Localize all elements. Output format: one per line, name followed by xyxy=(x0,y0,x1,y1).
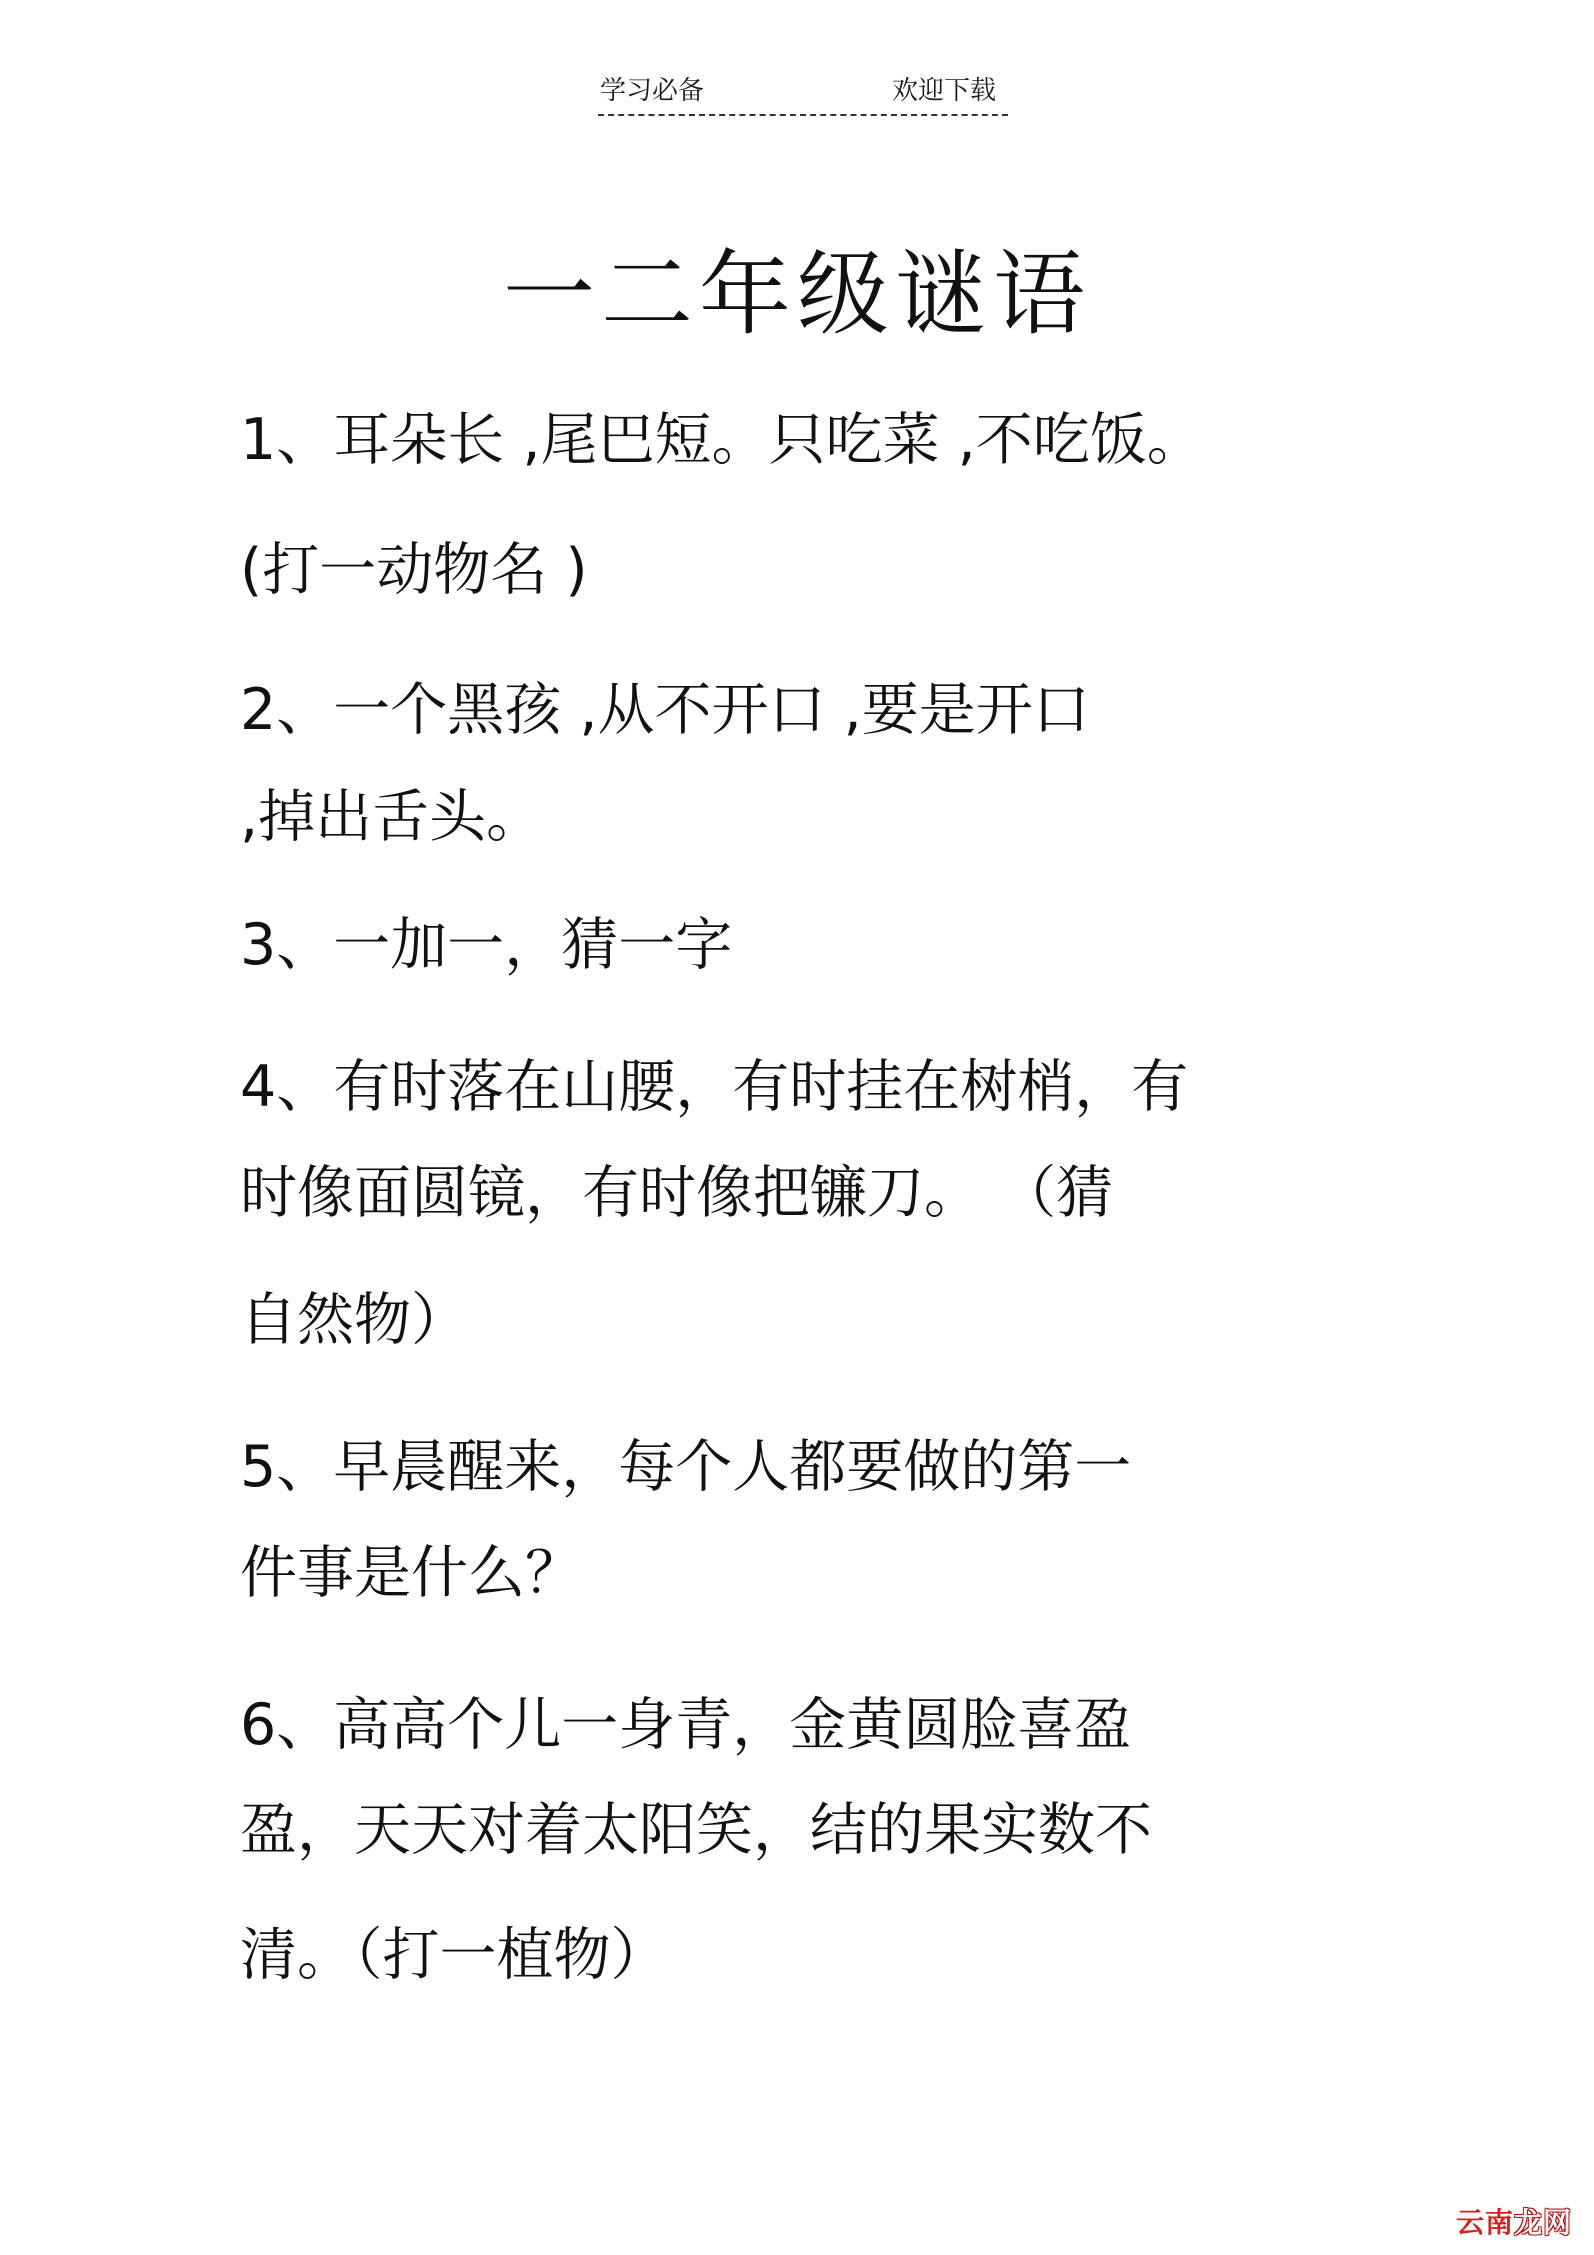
riddle-4-line-2: 时像面圆镜，有时像把镰刀。 （猜 xyxy=(240,1160,1114,1226)
riddle-2-line-2: ,掉出舌头。 xyxy=(240,784,544,850)
riddle-6-line-2: 盈，天天对着太阳笑，结的果实数不 xyxy=(240,1797,1152,1863)
document-title: 一二年级谜语 xyxy=(502,241,1091,348)
riddle-5-line-1: 5、早晨醒来，每个人都要做的第一 xyxy=(240,1434,1132,1500)
riddle-3-line-1: 3、一加一，猜一字 xyxy=(240,912,733,978)
riddle-1-line-2: (打一动物名 ) xyxy=(240,537,588,603)
riddle-4-line-1: 4、有时落在山腰，有时挂在树梢，有 xyxy=(240,1054,1189,1120)
riddle-1-line-1: 1、耳朵长 ,尾巴短。只吃菜 ,不吃饭。 xyxy=(240,407,1204,473)
riddle-6-line-1: 6、高高个儿一身青，金黄圆脸喜盈 xyxy=(240,1692,1132,1758)
page-header xyxy=(598,66,1008,116)
header-left-text: 学习必备 xyxy=(600,76,705,106)
riddle-6-line-3: 清。（打一植物） xyxy=(240,1922,668,1988)
header-right-text: 欢迎下载 xyxy=(891,76,996,106)
riddle-5-line-2: 件事是什么？ xyxy=(240,1540,582,1606)
riddle-4-line-3: 自然物） xyxy=(240,1287,468,1353)
site-watermark-logo xyxy=(1456,2201,1572,2241)
watermark-part-2: 龙网 xyxy=(1513,2206,1572,2239)
watermark-part-1: 云南 xyxy=(1455,2206,1514,2239)
riddle-2-line-1: 2、一个黑孩 ,从不开口 ,要是开口 xyxy=(240,677,1090,743)
